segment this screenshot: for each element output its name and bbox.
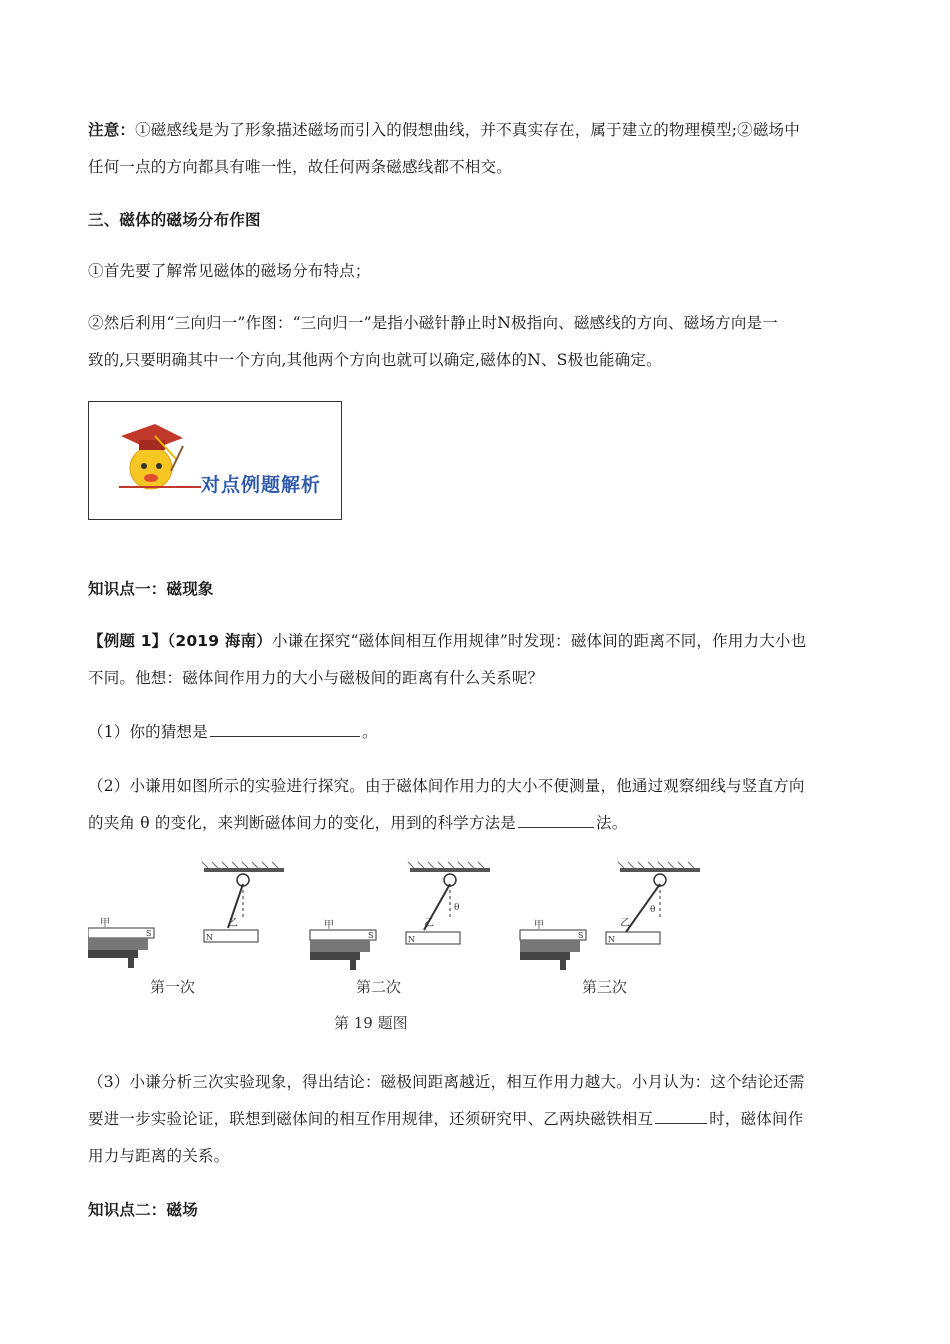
question-1-prefix: （1）你的猜想是 — [88, 723, 208, 741]
question-3-line1: （3）小谦分析三次实验现象，得出结论：磁极间距离越近，相互作用力越大。小月认为：这个结论还需 — [88, 1073, 805, 1091]
answer-blank-2[interactable] — [518, 826, 594, 828]
knowledge1-heading: 知识点一：磁现象 — [88, 580, 214, 598]
magnet-a-label-1: 甲 — [100, 918, 110, 929]
knowledge2-heading: 知识点二：磁场 — [88, 1201, 198, 1219]
section3-item2-line1: ②然后利用“三向归一”作图：“三向归一”是指小磁针静止时N极指向、磁感线的方向、磁场方向是一 — [88, 314, 778, 332]
question-1-suffix: 。 — [361, 723, 378, 741]
section3-heading: 三、磁体的磁场分布作图 — [88, 211, 261, 229]
example1-stem — [88, 623, 864, 697]
question-2-line1: （2）小谦用如图所示的实验进行探究。由于磁体间作用力的大小不便测量，他通过观察细线与竖直方向 — [88, 777, 805, 795]
figure-title: 第 19 题图 — [334, 1014, 408, 1032]
example-banner — [88, 401, 342, 520]
magnet-b-label-3: 乙 — [620, 918, 630, 929]
banner-title: 对点例题解析 — [201, 474, 322, 496]
experiment-figure — [88, 860, 708, 1040]
answer-blank-3[interactable] — [655, 1122, 707, 1124]
note-line2: 任何一点的方向都具有唯一性，故任何两条磁感线都不相交。 — [88, 158, 512, 176]
figure-trial-2 — [310, 862, 490, 996]
figure-trial-1 — [88, 862, 284, 996]
banner-underline — [119, 486, 201, 488]
pole-s-label-3: S — [578, 931, 584, 940]
magnet-a-label-2: 甲 — [324, 920, 334, 931]
question-3-line2-prefix: 要进一步实验论证，联想到磁体间的相互作用规律，还须研究甲、乙两块磁铁相互 — [88, 1110, 654, 1128]
pole-s-label-1: S — [146, 929, 152, 938]
caption-trial-2: 第二次 — [356, 978, 402, 996]
caption-trial-3: 第三次 — [582, 978, 628, 996]
section3-item2-line2: 致的,只要明确其中一个方向,其他两个方向也就可以确定,磁体的N、S极也能确定。 — [88, 351, 662, 369]
question-2 — [88, 768, 864, 842]
note-paragraph — [88, 112, 864, 186]
section3-item1: ①首先要了解常见磁体的磁场分布特点； — [88, 262, 371, 280]
example1-line2: 不同。他想：磁体间作用力的大小与磁极间的距离有什么关系呢？ — [88, 669, 544, 687]
answer-blank-1[interactable] — [210, 735, 360, 737]
note-label: 注意： — [88, 121, 136, 139]
question-2-line2-prefix: 的夹角 θ 的变化，来判断磁体间力的变化，用到的科学方法是 — [88, 814, 516, 832]
mascot-graduation-cap-icon — [111, 416, 191, 506]
question-3 — [88, 1064, 864, 1175]
question-3-line3: 用力与距离的关系。 — [88, 1147, 230, 1165]
caption-trial-1: 第一次 — [150, 978, 196, 996]
angle-label-2: θ — [454, 903, 460, 913]
figure-trial-3 — [520, 862, 700, 996]
pole-n-label-2: N — [408, 935, 415, 944]
angle-label-3: θ — [650, 905, 656, 915]
note-line1: ①磁感线是为了形象描述磁场而引入的假想曲线，并不真实存在，属于建立的物理模型;②磁场中 — [135, 121, 800, 139]
magnet-b-label-2: 乙 — [424, 918, 434, 929]
pole-n-label-1: N — [206, 933, 213, 942]
magnet-b-label-1: 乙 — [228, 918, 238, 929]
question-1 — [88, 714, 864, 751]
example1-line1: 小谦在探究“磁体间相互作用规律”时发现：磁体间的距离不同，作用力大小也 — [271, 632, 807, 650]
magnet-a-label-3: 甲 — [534, 920, 544, 931]
section3-item2 — [88, 305, 864, 379]
pole-n-label-3: N — [608, 935, 615, 944]
pole-s-label-2: S — [368, 931, 374, 940]
example1-tag: 【例题 1】（2019 海南） — [88, 632, 272, 650]
question-3-line2-suffix: 时，磁体间作 — [709, 1110, 804, 1128]
question-2-line2-suffix: 法。 — [596, 814, 628, 832]
